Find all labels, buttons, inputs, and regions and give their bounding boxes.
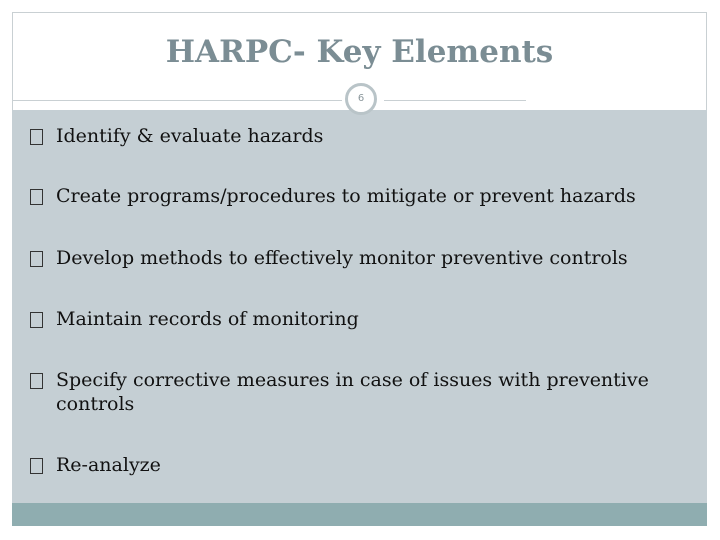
bullet-text: Identify & evaluate hazards	[56, 125, 324, 147]
slide-title: HARPC- Key Elements	[165, 34, 554, 70]
bullet-box-icon	[30, 373, 43, 389]
bullet-box-icon	[30, 189, 43, 205]
footer-bar	[12, 503, 707, 526]
bullet-item	[30, 246, 628, 270]
bullet-text: Develop methods to effectively monitor preventive controls	[56, 247, 628, 269]
bullet-box-icon	[30, 458, 43, 474]
bullet-text: Re-analyze	[56, 454, 161, 476]
bullet-item	[30, 307, 359, 331]
bullet-box-icon	[30, 251, 43, 267]
bullet-text: Specify corrective measures in case of issues with preventive controls	[56, 369, 649, 415]
bullet-box-icon	[30, 129, 43, 145]
slide-number-badge: 6	[345, 83, 377, 115]
bullet-text: Maintain records of monitoring	[56, 308, 359, 330]
title-divider-left	[12, 100, 342, 101]
bullet-item	[30, 368, 696, 416]
bullet-text: Create programs/procedures to mitigate or prevent hazards	[56, 185, 636, 207]
bullet-item	[30, 184, 636, 208]
title-divider-right	[384, 100, 526, 101]
bullet-item	[30, 124, 323, 148]
bullet-box-icon	[30, 312, 43, 328]
bullet-item	[30, 453, 161, 477]
